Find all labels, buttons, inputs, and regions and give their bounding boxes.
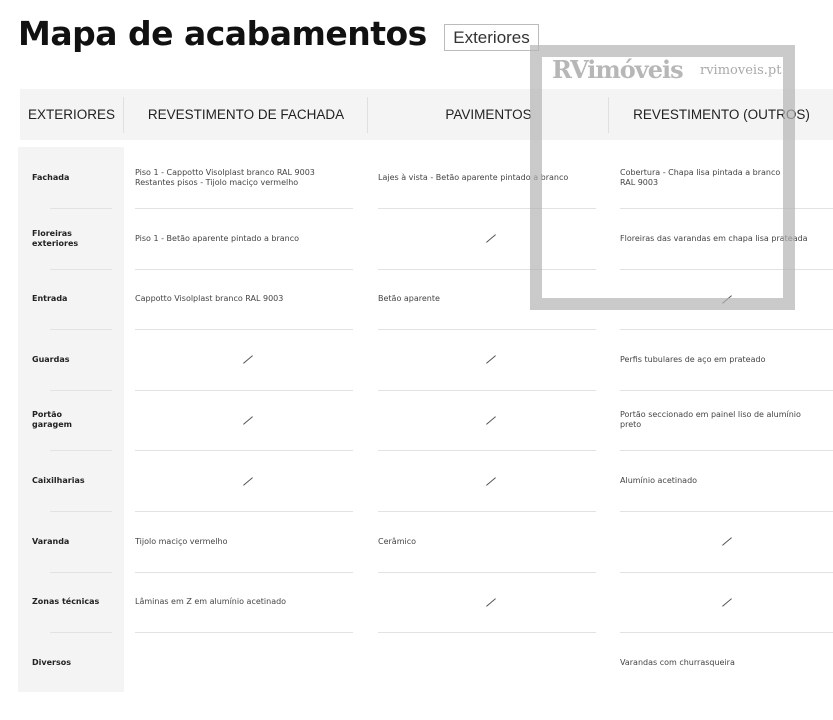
table-row (0, 209, 833, 270)
not-applicable-cell (135, 390, 360, 450)
table-cell (378, 633, 603, 693)
table-cell: Varandas com churrasqueira (620, 657, 735, 667)
row-label: Floreiras exteriores (32, 228, 79, 248)
slash-icon (243, 477, 253, 485)
table-cell: Lajes à vista - Betão aparente pintado a branco (378, 173, 569, 182)
table-row (0, 633, 833, 694)
table-cell: Alumínio acetinado (620, 476, 698, 485)
table-cell: Piso 1 - Betão aparente pintado a branco (135, 233, 300, 243)
slash-icon (486, 234, 496, 242)
table-row (0, 451, 833, 512)
row-label: Zonas técnicas (32, 597, 100, 607)
not-applicable-cell (378, 572, 603, 632)
table-cell: Betão aparente (378, 294, 440, 304)
table-cell: Cappotto Visolplast branco RAL 9003 (135, 294, 284, 304)
not-applicable-cell (135, 330, 360, 390)
section-tag[interactable]: Exteriores (444, 24, 539, 51)
row-label: Entrada (32, 294, 68, 304)
not-applicable-cell (378, 451, 603, 511)
slash-icon (486, 356, 496, 364)
table-cell: Tijolo maciço vermelho (135, 536, 228, 546)
row-label: Caixilharias (32, 476, 85, 485)
table-row (0, 330, 833, 391)
table-header (20, 89, 833, 140)
row-label: Diversos (32, 657, 71, 667)
slash-icon (722, 295, 732, 303)
row-label: Fachada (32, 173, 70, 182)
table-cell (135, 633, 360, 693)
table-row (0, 148, 833, 209)
slash-icon (243, 416, 253, 424)
header-pavimentos: PAVIMENTOS (367, 97, 609, 133)
row-label: Varanda (32, 536, 70, 546)
row-label: Guardas (32, 354, 70, 364)
not-applicable-cell (620, 572, 833, 632)
slash-icon (486, 416, 496, 424)
table-cell: Piso 1 - Cappotto Visolplast branco RAL 9003 Restantes pisos - Tijolo maciço vermelho (135, 168, 315, 187)
slash-icon (486, 477, 496, 485)
header-revestimento-outros: REVESTIMENTO (OUTROS) (608, 97, 833, 133)
table-row (0, 572, 833, 633)
slash-icon (722, 598, 732, 606)
table-row (0, 269, 833, 330)
table-cell: Cerâmico (378, 536, 417, 546)
table-row (0, 512, 833, 573)
table-cell: Lâminas em Z em alumínio acetinado (135, 597, 287, 607)
table-cell: Floreiras das varandas em chapa lisa prateada (620, 233, 808, 243)
not-applicable-cell (135, 451, 360, 511)
table-cell: Cobertura - Chapa lisa pintada a branco RAL 9003 (620, 168, 781, 187)
not-applicable-cell (378, 330, 603, 390)
table-row (0, 390, 833, 451)
not-applicable-cell (378, 390, 603, 450)
page-title: Mapa de acabamentos (18, 14, 427, 53)
table-cell: Portão seccionado em painel liso de alumínio preto (620, 410, 801, 430)
watermark-url: rvimoveis.pt (700, 63, 782, 78)
not-applicable-cell (378, 209, 603, 269)
slash-icon (486, 598, 496, 606)
table-cell: Perfis tubulares de aço em prateado (620, 354, 766, 364)
row-label: Portão garagem (32, 410, 72, 430)
slash-icon (722, 537, 732, 545)
slash-icon (243, 356, 253, 364)
watermark-brand: RVimóveis (552, 55, 683, 84)
not-applicable-cell (620, 512, 833, 572)
not-applicable-cell (620, 269, 833, 329)
header-revestimento-fachada: REVESTIMENTO DE FACHADA (123, 97, 368, 133)
header-exteriores: EXTERIORES (27, 107, 116, 122)
